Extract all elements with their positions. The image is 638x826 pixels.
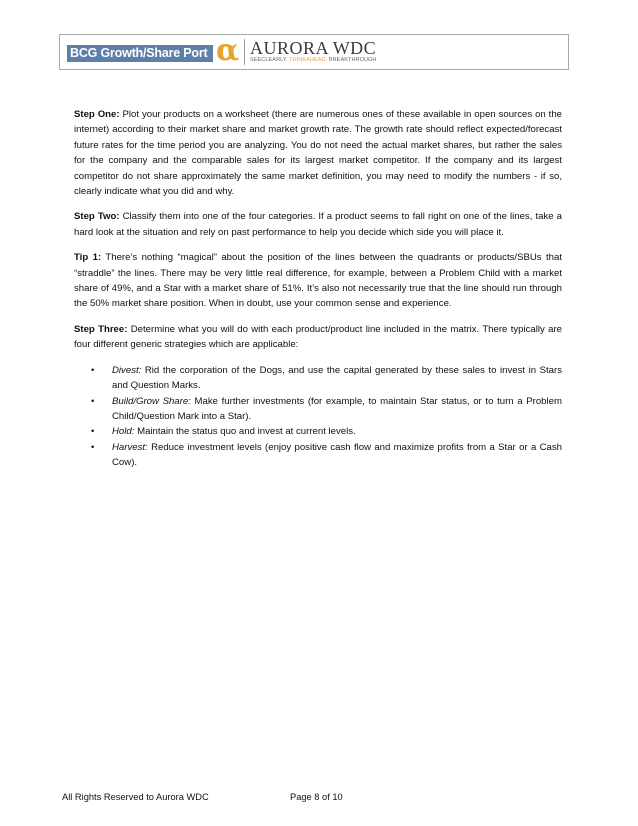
list-item-harvest (74, 440, 562, 471)
list-item-divest (74, 363, 562, 394)
tip-one-text: There’s nothing “magical” about the position of the lines between the quadrants or products/SBUs that “straddle” the lines. There may be very little real difference, for example, between a Problem Child with a market share of 49%, and a Star with a market share of 51%. It’s also not necessarily true that the line should run through the 50% market share position. When in doubt, use your common sense and experience. (74, 252, 562, 310)
list-item-hold (74, 424, 562, 439)
bullet-icon: • (91, 426, 95, 438)
strategy-text: Maintain the status quo and invest at current levels. (134, 426, 356, 438)
strategy-name: Harvest: (112, 441, 148, 453)
document-body (74, 107, 562, 471)
step-one-label: Step One: (74, 109, 120, 120)
logo-company-name: AURORA WDC (250, 38, 377, 58)
tip-one-paragraph (74, 250, 562, 312)
logo-divider (244, 39, 245, 65)
step-two-label: Step Two: (74, 211, 120, 223)
tip-one-label: Tip 1: (74, 252, 102, 264)
bullet-icon: • (91, 395, 95, 407)
aurora-wdc-logo (214, 33, 386, 68)
step-one-text: Plot your products on a worksheet (there are numerous ones of these available in open sources on the internet) according to their market share and market growth rate. The growth rate should reflect expected/forecast future rates for the time period you are analyzing. You do not need the actual market shares, but rather the sales for the company and the comparable sales for its largest market competitor. If the company and its largest competitor do not share approximately the same market definition, you may need to modify the numbers - if so, clearly indicate what you did and why. (74, 109, 563, 198)
step-three-text: Determine what you will do with each product/product line included in the matrix. There typically are four different generic strategies which are applicable: (74, 323, 562, 351)
strategy-text: Rid the corporation of the Dogs, and use the capital generated by these sales to invest in Stars and Question Marks. (112, 364, 562, 392)
strategy-name: Build/Grow Share: (112, 395, 191, 407)
step-three-paragraph (74, 322, 562, 353)
strategy-name: Hold: (112, 426, 135, 438)
bullet-icon: • (91, 364, 95, 376)
footer-page-number: Page 8 of 10 (290, 792, 343, 802)
strategy-name: Divest: (112, 364, 142, 376)
strategy-text: Make further investments (for example, to maintain Star status, or to turn a Problem Child/Question Mark into a Star). (112, 395, 562, 422)
step-two-paragraph (74, 209, 562, 240)
page-header (59, 34, 569, 70)
alpha-logo-icon: α (216, 33, 240, 68)
logo-tagline: SEECLEARLY. THINKAHEAD. BREAKTHROUGH (250, 57, 377, 63)
document-title: BCG Growth/Share Port (67, 45, 213, 62)
step-one-paragraph (74, 107, 562, 199)
footer-rights: All Rights Reserved to Aurora WDC (62, 792, 209, 802)
strategy-text: Reduce investment levels (enjoy positive cash flow and maximize profits from a Star or a Cash Cow). (112, 441, 562, 469)
step-two-text: Classify them into one of the four categories. If a product seems to fall right on one of the lines, take a hard look at the situation and rely on past performance to help you decide which side you will place it. (74, 211, 562, 238)
step-three-label: Step Three: (74, 323, 128, 335)
bullet-icon: • (91, 441, 95, 453)
strategy-list (74, 363, 562, 471)
list-item-build-grow (74, 394, 562, 425)
